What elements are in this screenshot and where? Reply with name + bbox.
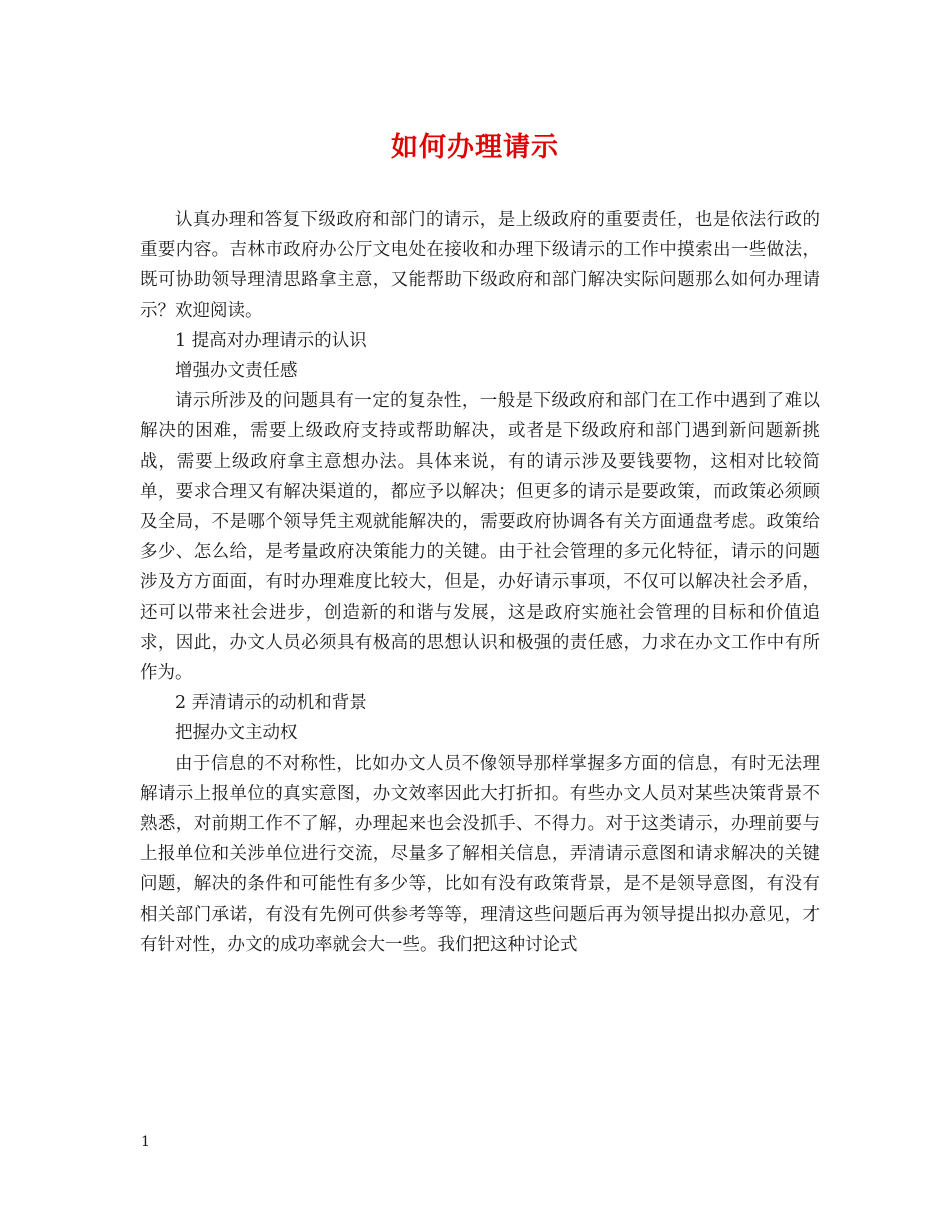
section-subheading-1: 增强办文责任感 <box>175 361 298 382</box>
document-title: 如何办理请示 <box>391 132 559 163</box>
section-heading-1: 1 提高对办理请示的认识 <box>175 330 367 351</box>
section-heading-2: 2 弄清请示的动机和背景 <box>175 693 367 714</box>
section-subheading-2: 把握办文主动权 <box>175 723 298 744</box>
paragraph-intro: 认真办理和答复下级政府和部门的请示，是上级政府的重要责任，也是依法行政的重要内容。吉林市政府办公厅文电处在接收和办理下级请示的工作中摸索出一些做法，既可协助领导理清思路拿主意，又能帮助下级政府和部门解决实际问题那么如何办理请示？欢迎阅读。 <box>140 210 820 321</box>
document-body <box>140 205 820 960</box>
paragraph-section-2: 由于信息的不对称性，比如办文人员不像领导那样掌握多方面的信息，有时无法理解请示上报单位的真实意图，办文效率因此大打折扣。有些办文人员对某些决策背景不熟悉，对前期工作不了解，办理起来也会没抓手、不得力。对于这类请示，办理前要与上报单位和关涉单位进行交流，尽量多了解相关信息，弄清请示意图和请求解决的关键问题，解决的条件和可能性有多少等，比如有没有政策背景，是不是领导意图，有没有相关部门承诺，有没有先例可供参考等等，理清这些问题后再为领导提出拟办意见，才有针对性，办文的成功率就会大一些。我们把这种讨论式 <box>140 753 820 955</box>
page-number: 1 <box>141 1134 150 1150</box>
paragraph-section-1: 请示所涉及的问题具有一定的复杂性，一般是下级政府和部门在工作中遇到了难以解决的困难，需要上级政府支持或帮助解决，或者是下级政府和部门遇到新问题新挑战，需要上级政府拿主意想办法。具体来说，有的请示涉及要钱要物，这相对比较简单，要求合理又有解决渠道的，都应予以解决；但更多的请示是要政策，而政策必须顾及全局，不是哪个领导凭主观就能解决的，需要政府协调各有关方面通盘考虑。政策给多少、怎么给，是考量政府决策能力的关键。由于社会管理的多元化特征，请示的问题涉及方方面面，有时办理难度比较大，但是，办好请示事项，不仅可以解决社会矛盾，还可以带来社会进步，创造新的和谐与发展，这是政府实施社会管理的目标和价值追求，因此，办文人员必须具有极高的思想认识和极强的责任感，力求在办文工作中有所作为。 <box>140 391 820 684</box>
